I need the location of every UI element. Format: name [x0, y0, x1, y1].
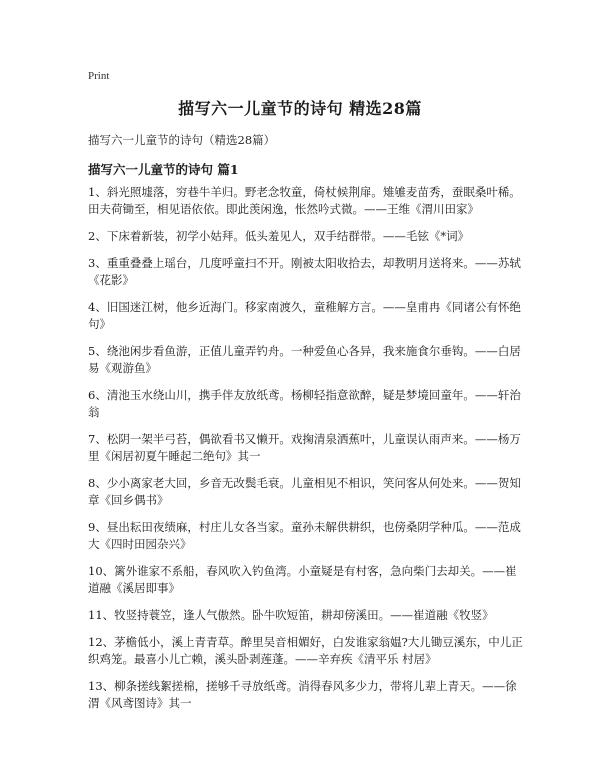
poem-list — [88, 184, 528, 722]
print-label: Print — [88, 70, 110, 82]
poem-item-12: 12、茅檐低小，溪上青青草。醉里吴音相媚好，白发谁家翁媪?大儿锄豆溪东，中儿正织鸡笼。最喜小儿亡赖，溪头卧剥莲蓬。——辛弃疾《清平乐 村居》 — [88, 635, 523, 666]
poem-item-10: 10、篱外谁家不系船，春风吹入钓鱼湾。小童疑是有村客，急向柴门去却关。——崔道融《溪居即事》 — [88, 564, 517, 595]
poem-item-3: 3、重重叠叠上瑶台，几度呼童扫不开。刚被太阳收拾去，却教明月送将来。——苏轼《花影》 — [88, 256, 521, 287]
document-title: 描写六一儿童节的诗句 精选28篇 — [178, 99, 422, 118]
document-subtitle: 描写六一儿童节的诗句（精选28篇） — [88, 133, 276, 147]
poem-item-13: 13、柳条搓线絮搓棉，搓够千寻放纸鸢。消得春风多少力，带将儿辈上青天。——徐渭《风鸢图诗》其一 — [88, 679, 517, 710]
poem-item-2: 2、下床着新装，初学小姑拜。低头羞见人，双手结群带。——毛铉《*词》 — [88, 229, 470, 243]
section-heading: 描写六一儿童节的诗句 篇1 — [88, 162, 239, 177]
poem-item-1: 1、斜光照墟落，穷巷牛羊归。野老念牧童，倚杖候荆扉。雉雊麦苗秀，蚕眠桑叶稀。田夫荷锄至，相见语依依。即此羡闲逸，怅然吟式微。——王维《渭川田家》 — [88, 185, 521, 216]
poem-item-11: 11、牧竖持蓑笠，逢人气傲然。卧牛吹短笛，耕却傍溪田。——崔道融《牧竖》 — [88, 608, 494, 622]
poem-item-4: 4、旧国迷江树，他乡近海门。移家南渡久，童稚解方言。——皇甫冉《同诸公有怀绝句》 — [88, 300, 521, 331]
poem-item-8: 8、少小离家老大回，乡音无改鬓毛衰。儿童相见不相识，笑问客从何处来。——贺知章《回乡偶书》 — [88, 476, 521, 507]
poem-item-5: 5、绕池闲步看鱼游，正值儿童弄钓舟。一种爱鱼心各异，我来施食尔垂钩。——白居易《观游鱼》 — [88, 344, 521, 375]
poem-item-6: 6、清池玉水绕山川，携手伴友放纸鸢。杨柳轻指意欲醉，疑是梦境回童年。——轩治翁 — [88, 388, 521, 419]
poem-item-9: 9、昼出耘田夜绩麻，村庄儿女各当家。童孙未解供耕织，也傍桑阴学种瓜。——范成大《四时田园杂兴》 — [88, 520, 521, 551]
poem-item-7: 7、松阴一架半弓苔，偶欲看书又懒开。戏掬清泉洒蕉叶，儿童误认雨声来。——杨万里《闲居初夏午睡起二绝句》其一 — [88, 432, 521, 463]
